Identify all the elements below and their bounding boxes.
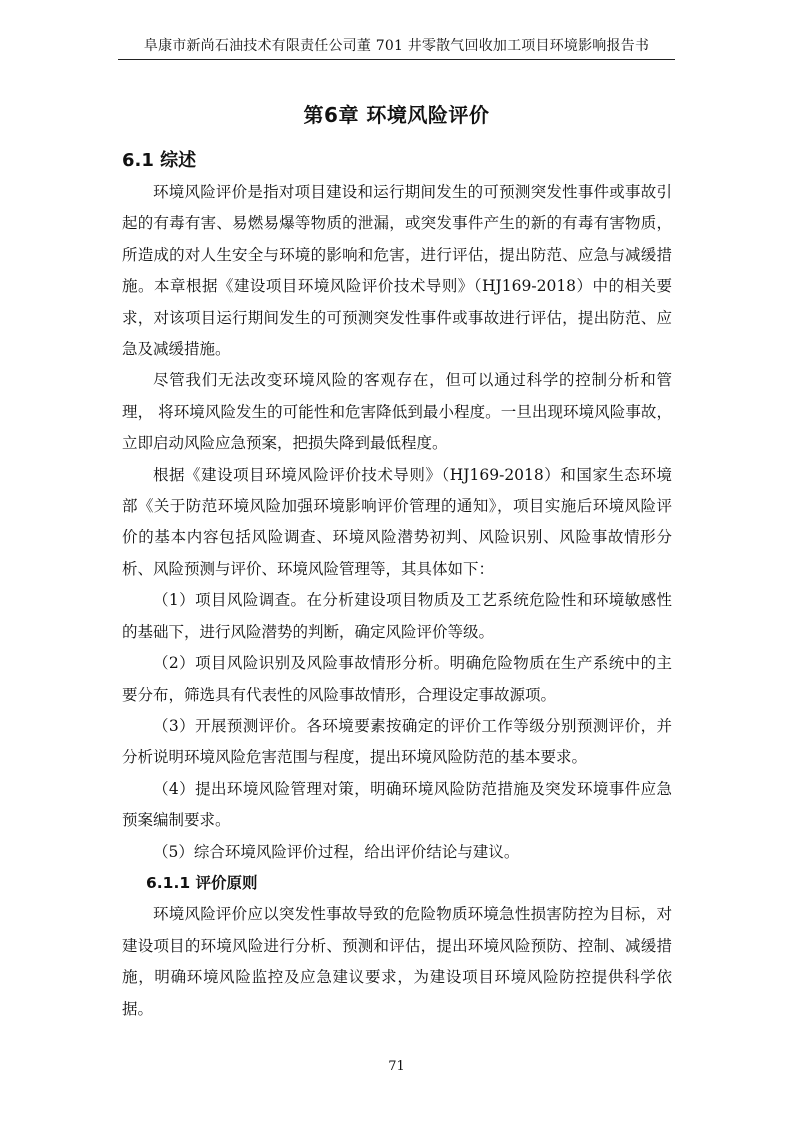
list-item: （2）项目风险识别及风险事故情形分析。明确危险物质在生产系统中的主要分布，筛选具有代表性的风险事故情形，合理设定事故源项。 xyxy=(122,654,672,704)
page-header: 阜康市新尚石油技术有限责任公司董 701 井零散气回收加工项目环境影响报告书 xyxy=(143,38,650,54)
paragraph: 环境风险评价是指对项目建设和运行期间发生的可预测突发性事件或事故引起的有毒有害、易燃易爆等物质的泄漏，或突发事件产生的新的有毒有害物质，所造成的对人生安全与环境的影响和危害，进行评估，提出防范、应急与减缓措施。本章根据《建设项目环境风险评价技术导则》（HJ169-2018）中的相关要求，对该项目运行期间发生的可预测突发性事件或事故进行评估，提出防范、应急及减缓措施。 xyxy=(122,183,672,359)
paragraph: 环境风险评价应以突发性事故导致的危险物质环境急性损害防控为目标，对建设项目的环境风险进行分析、预测和评估，提出环境风险预防、控制、减缓措施，明确环境风险监控及应急建议要求，为建设项目环境风险防控提供科学依据。 xyxy=(122,905,672,1018)
page-number: 71 xyxy=(388,1059,405,1074)
header-divider xyxy=(118,59,675,60)
chapter-title: 第6章 环境风险评价 xyxy=(303,103,490,127)
document-body xyxy=(122,145,672,1025)
subsection-title: 6.1.1 评价原则 xyxy=(146,873,258,892)
section-title: 6.1 综述 xyxy=(122,150,197,171)
paragraph: 根据《建设项目环境风险评价技术导则》（HJ169-2018）和国家生态环境部《关于防范环境风险加强环境影响评价管理的通知》，项目实施后环境风险评价的基本内容包括风险调查、环境风险潜势初判、风险识别、风险事故情形分析、风险预测与评价、环境风险管理等，其具体如下： xyxy=(122,465,672,578)
paragraph: 尽管我们无法改变环境风险的客观存在，但可以通过科学的控制分析和管理， 将环境风险发生的可能性和危害降低到最小程度。一旦出现环境风险事故，立即启动风险应急预案，把损失降到最低程度。 xyxy=(122,371,672,453)
list-item: （5）综合环境风险评价过程，给出评价结论与建议。 xyxy=(153,842,520,861)
list-item: （4）提出环境风险管理对策，明确环境风险防范措施及突发环境事件应急预案编制要求。 xyxy=(122,779,672,830)
list-item: （3）开展预测评价。各环境要素按确定的评价工作等级分别预测评价，并分析说明环境风险危害范围与程度，提出环境风险防范的基本要求。 xyxy=(122,716,672,767)
list-item: （1）项目风险调查。在分析建设项目物质及工艺系统危险性和环境敏感性的基础下，进行风险潜势的判断，确定风险评价等级。 xyxy=(122,591,672,641)
